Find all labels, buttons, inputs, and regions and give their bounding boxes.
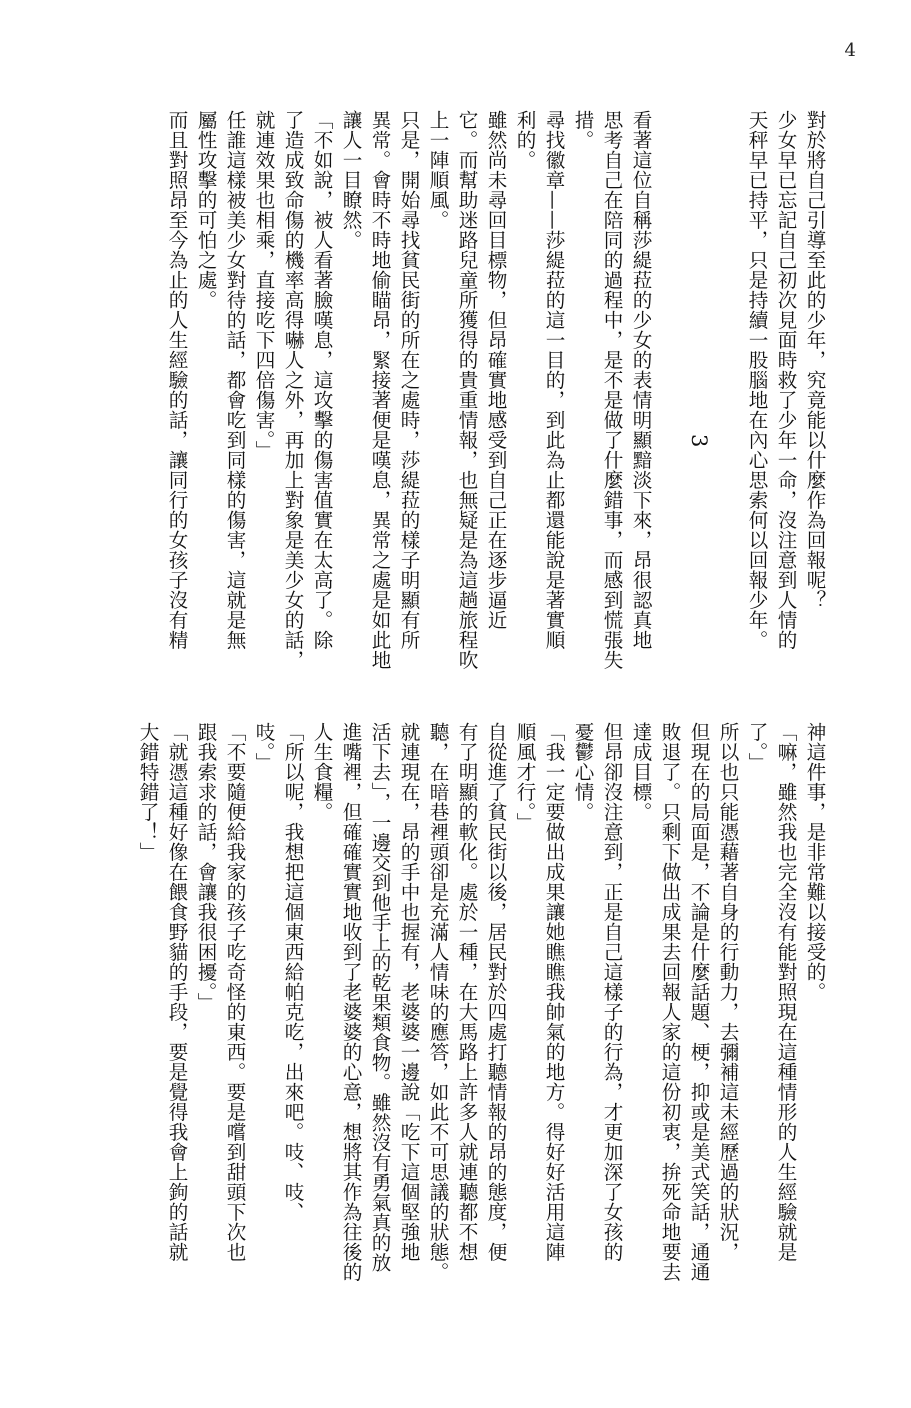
text-column: 上一陣順風。 <box>426 110 449 230</box>
text-column: 尋找徽章——莎緹菈的這一目的，到此為止都還能說是著實順 <box>542 110 565 650</box>
text-column: 活下去」，一邊交到他手上的乾果類食物。雖然沒有勇氣真的放 <box>368 722 391 1273</box>
text-column: 雖然尚未尋回目標物，但昂確實地感受到自己正在逐步逼近 <box>484 110 507 630</box>
text-column: 任誰這樣被美少女對待的話，都會吃到同樣的傷害，這就是無 <box>223 110 246 650</box>
text-column: 少女早已忘記自己初次見面時救了少年一命，沒注意到人情的 <box>774 110 797 650</box>
text-column: 天秤早已持平，只是持續一股腦地在內心思索何以回報少年。 <box>745 110 768 650</box>
text-column: 它。而幫助迷路兒童所獲得的貴重情報，也無疑是為這趟旅程吹 <box>455 110 478 670</box>
text-column: 只是，開始尋找貧民街的所在之處時，莎緹菈的樣子明顯有所 <box>397 110 420 650</box>
text-column: 自從進了貧民街以後，居民對於四處打聽情報的昂的態度，便 <box>484 722 507 1262</box>
text-column: 「所以呢，我想把這個東西給帕克吃，出來吧。吱、吱、 <box>281 722 304 1222</box>
text-column: 達成目標。 <box>629 722 652 822</box>
text-column: 屬性攻擊的可怕之處。 <box>194 110 217 310</box>
text-column: 就連效果也相乘，直接吃下四倍傷害。」 <box>252 110 275 461</box>
text-column: 「不如說，被人看著臉嘆息，這攻擊的傷害值實在太高了。除 <box>310 110 333 650</box>
text-column: 但現在的局面是，不論是什麼話題、梗，抑或是美式笑話，通通 <box>687 722 710 1282</box>
text-column: 就連現在，昂的手中也握有，老婆婆一邊說「吃下這個堅強地 <box>397 722 420 1262</box>
text-column: 所以也只能憑藉著自身的行動力，去彌補這未經歷過的狀況， <box>716 722 739 1262</box>
text-column: 利的。 <box>513 110 536 170</box>
text-column: 順風才行。」 <box>513 722 536 833</box>
text-column: 思考自己在陪同的過程中，是不是做了什麼錯事，而感到慌張失 <box>600 110 623 670</box>
text-column: 對於將自己引導至此的少年，究竟能以什麼作為回報呢？ <box>803 110 826 610</box>
text-column: 了造成致命傷的機率高得嚇人之外，再加上對象是美少女的話， <box>281 110 304 670</box>
text-column: 進嘴裡，但確確實實地收到了老婆婆的心意，想將其作為往後的 <box>339 722 362 1282</box>
upper-text-block <box>162 110 829 680</box>
blank-column <box>713 110 742 680</box>
text-column: 而且對照昂至今為止的人生經驗的話，讓同行的女孩子沒有精 <box>165 110 188 650</box>
text-column: 讓人一目瞭然。 <box>339 110 362 250</box>
text-column: 措。 <box>571 110 594 150</box>
page-number: 4 <box>844 40 856 61</box>
text-column: 「嘛，雖然我也完全沒有能對照現在這種情形的人生經驗就是 <box>774 722 797 1262</box>
text-column: 看著這位自稱莎緹菈的少女的表情明顯黯淡下來，昂很認真地 <box>629 110 652 650</box>
text-column: 神這件事，是非常難以接受的。 <box>803 722 826 1002</box>
text-column: 大錯特錯了！」 <box>136 722 159 862</box>
text-column: 「就憑這種好像在餵食野貓的手段，要是覺得我會上鉤的話就 <box>165 722 188 1262</box>
text-column: 敗退了。只剩下做出成果去回報人家的這份初衷，拚死命地要去 <box>658 722 681 1282</box>
text-column: 有了明顯的軟化。處於一種，在大馬路上許多人就連聽都不想 <box>455 722 478 1262</box>
text-column: 了。」 <box>745 722 768 773</box>
text-column: 「不要隨便給我家的孩子吃奇怪的東西。要是嚐到甜頭下次也 <box>223 722 246 1262</box>
text-column: 異常。會時不時地偷瞄昂，緊接著便是嘆息，異常之處是如此地 <box>368 110 391 670</box>
text-column: 憂鬱心情。 <box>571 722 594 822</box>
text-column: 人生食糧。 <box>310 722 333 822</box>
text-column: 但昂卻沒注意到，正是自己這樣子的行為，才更加深了女孩的 <box>600 722 623 1262</box>
text-column: 跟我索求的話，會讓我很困擾。」 <box>194 722 217 1013</box>
blank-column <box>655 110 684 680</box>
text-column: 聽，在暗巷裡頭卻是充滿人情味的應答，如此不可思議的狀態。 <box>426 722 449 1282</box>
text-column: 「我一定要做出成果讓她瞧瞧我帥氣的地方。得好好活用這陣 <box>542 722 565 1262</box>
text-column: 吱。」 <box>252 722 275 773</box>
lower-text-block <box>133 722 829 1302</box>
section-heading: 3 <box>687 434 711 448</box>
